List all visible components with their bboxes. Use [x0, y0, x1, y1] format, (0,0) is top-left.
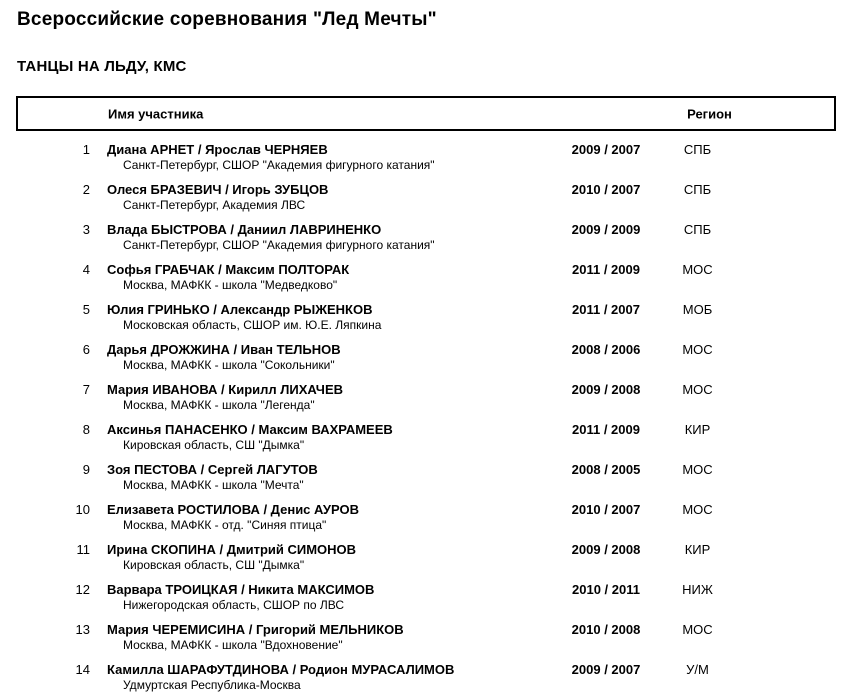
participant-club: Москва, МАФКК - школа "Медведково"	[123, 278, 338, 292]
table-row	[0, 141, 855, 181]
table-header	[16, 96, 836, 131]
region-code: МОС	[682, 462, 713, 477]
participant-club: Санкт-Петербург, Академия ЛВС	[123, 198, 306, 212]
participant-cell	[107, 222, 547, 253]
region-code: СПБ	[683, 182, 712, 197]
birth-years: 2010 / 2007	[571, 182, 641, 197]
participant-club: Санкт-Петербург, СШОР "Академия фигурного катания"	[123, 238, 435, 252]
birth-years: 2009 / 2008	[571, 382, 641, 397]
participant-names: Зоя ПЕСТОВА / Сергей ЛАГУТОВ	[107, 462, 318, 477]
birth-years: 2010 / 2007	[571, 502, 641, 517]
birth-years: 2011 / 2009	[572, 422, 640, 437]
participant-club: Москва, МАФКК - отд. "Синяя птица"	[123, 518, 327, 532]
birth-years: 2009 / 2009	[571, 222, 641, 237]
table-row	[0, 581, 855, 621]
participant-names: Влада БЫСТРОВА / Даниил ЛАВРИНЕНКО	[107, 222, 382, 237]
birth-years: 2009 / 2007	[571, 142, 641, 157]
row-number: 14	[75, 662, 90, 677]
table-row	[0, 181, 855, 221]
table-row	[0, 501, 855, 541]
table-row	[0, 621, 855, 661]
participant-club: Москва, МАФКК - школа "Вдохновение"	[123, 638, 343, 652]
row-number: 5	[82, 302, 90, 317]
table-row	[0, 661, 855, 700]
participant-club: Московская область, СШОР им. Ю.Е. Ляпкина	[123, 318, 382, 332]
birth-years: 2010 / 2011	[572, 582, 640, 597]
participant-names: Юлия ГРИНЬКО / Александр РЫЖЕНКОВ	[107, 302, 373, 317]
participant-cell	[107, 142, 547, 173]
participant-names: Диана АРНЕТ / Ярослав ЧЕРНЯЕВ	[107, 142, 328, 157]
row-number: 6	[82, 342, 90, 357]
region-code: НИЖ	[682, 582, 713, 597]
region-code: КИР	[684, 422, 711, 437]
participant-names: Мария ЧЕРЕМИСИНА / Григорий МЕЛЬНИКОВ	[107, 622, 404, 637]
participant-cell	[107, 342, 547, 373]
participant-cell	[107, 542, 547, 573]
row-number: 9	[82, 462, 90, 477]
table-row	[0, 381, 855, 421]
participant-cell	[107, 622, 547, 653]
region-code: СПБ	[683, 142, 712, 157]
row-number: 13	[75, 622, 90, 637]
participant-cell	[107, 582, 547, 613]
row-number: 1	[82, 142, 90, 157]
birth-years: 2008 / 2005	[571, 462, 641, 477]
region-code: МОС	[682, 622, 713, 637]
table-row	[0, 341, 855, 381]
participant-cell	[107, 502, 547, 533]
birth-years: 2011 / 2007	[572, 302, 640, 317]
participant-list	[0, 141, 855, 700]
participant-club: Нижегородская область, СШОР по ЛВС	[123, 598, 345, 612]
participant-names: Ирина СКОПИНА / Дмитрий СИМОНОВ	[107, 542, 357, 557]
table-row	[0, 541, 855, 581]
participant-club: Санкт-Петербург, СШОР "Академия фигурного катания"	[123, 158, 435, 172]
row-number: 3	[82, 222, 90, 237]
region-code: У/М	[686, 662, 709, 677]
participant-names: Софья ГРАБЧАК / Максим ПОЛТОРАК	[107, 262, 350, 277]
participant-cell	[107, 422, 547, 453]
row-number: 8	[82, 422, 90, 437]
birth-years: 2011 / 2009	[572, 262, 640, 277]
row-number: 10	[75, 502, 90, 517]
row-number: 2	[82, 182, 90, 197]
participant-names: Аксинья ПАНАСЕНКО / Максим ВАХРАМЕЕВ	[107, 422, 393, 437]
table-row	[0, 461, 855, 501]
table-row	[0, 261, 855, 301]
participant-cell	[107, 382, 547, 413]
participant-cell	[107, 262, 547, 293]
region-code: МОС	[682, 342, 713, 357]
participant-club: Москва, МАФКК - школа "Сокольники"	[123, 358, 335, 372]
table-row	[0, 421, 855, 461]
birth-years: 2009 / 2008	[571, 542, 641, 557]
region-code: МОС	[682, 262, 713, 277]
region-code: КИР	[684, 542, 711, 557]
table-row	[0, 221, 855, 261]
participant-names: Елизавета РОСТИЛОВА / Денис АУРОВ	[107, 502, 360, 517]
row-number: 7	[82, 382, 90, 397]
participant-names: Мария ИВАНОВА / Кирилл ЛИХАЧЕВ	[107, 382, 343, 397]
region-code: МОС	[682, 502, 713, 517]
row-number: 4	[82, 262, 90, 277]
participant-club: Москва, МАФКК - школа "Мечта"	[123, 478, 304, 492]
participant-names: Дарья ДРОЖЖИНА / Иван ТЕЛЬНОВ	[107, 342, 341, 357]
row-number: 12	[75, 582, 90, 597]
participant-cell	[107, 302, 547, 333]
column-header-name: Имя участника	[108, 106, 204, 121]
birth-years: 2008 / 2006	[571, 342, 641, 357]
participant-names: Камилла ШАРАФУТДИНОВА / Родион МУРАСАЛИМОВ	[107, 662, 455, 677]
birth-years: 2010 / 2008	[571, 622, 641, 637]
participant-names: Варвара ТРОИЦКАЯ / Никита МАКСИМОВ	[107, 582, 375, 597]
region-code: СПБ	[683, 222, 712, 237]
region-code: МОС	[682, 382, 713, 397]
participant-cell	[107, 662, 547, 693]
participant-club: Удмуртская Республика-Москва	[123, 678, 301, 692]
region-code: МОБ	[682, 302, 713, 317]
participant-club: Кировская область, СШ "Дымка"	[123, 438, 305, 452]
participant-cell	[107, 182, 547, 213]
table-row	[0, 301, 855, 341]
participant-names: Олеся БРАЗЕВИЧ / Игорь ЗУБЦОВ	[107, 182, 329, 197]
column-header-region: Регион	[687, 106, 732, 121]
participant-cell	[107, 462, 547, 493]
row-number: 11	[76, 542, 90, 557]
participant-club: Кировская область, СШ "Дымка"	[123, 558, 305, 572]
page-title: Всероссийские соревнования "Лед Мечты"	[17, 9, 437, 30]
participant-club: Москва, МАФКК - школа "Легенда"	[123, 398, 315, 412]
birth-years: 2009 / 2007	[571, 662, 641, 677]
section-title: ТАНЦЫ НА ЛЬДУ, КМС	[17, 58, 187, 75]
